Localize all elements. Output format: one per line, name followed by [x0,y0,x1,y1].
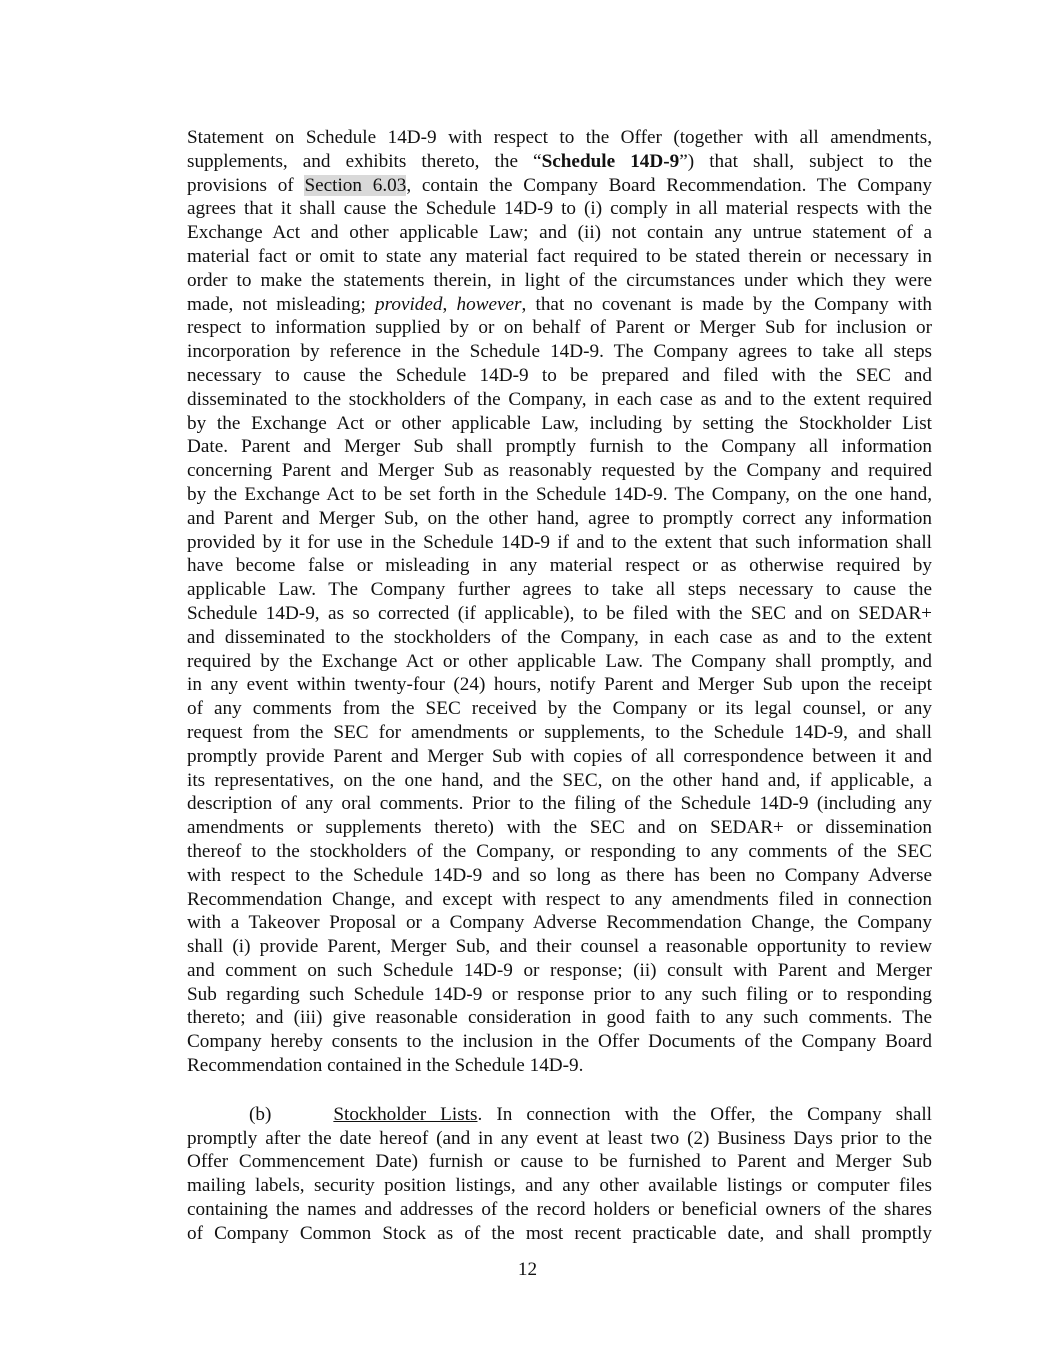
text-run: promptly after the date hereof (and in any event at least two (2) Business Days prior to the [187,1127,932,1149]
text-run: by the Exchange Act or other applicable Law, including by setting the Stockholder List [187,412,932,434]
text-line [187,364,932,388]
text-line [187,531,932,555]
text-run: disseminated to the stockholders of the Company, in each case as and to the extent required [187,388,932,410]
text-line [187,840,932,864]
text-run: Offer Commencement Date) furnish or cause to be furnished to Parent and Merger Sub [187,1151,932,1173]
text-line [187,269,932,293]
text-line [187,150,932,174]
text-run: and comment on such Schedule 14D-9 or response; (ii) consult with Parent and Merger [187,959,932,981]
page-number: 12 [517,1259,538,1280]
text-run: description of any oral comments. Prior to the filing of the Schedule 14D-9 (including any [187,793,932,815]
paragraph-b-first-line [187,1103,932,1127]
text-line [187,293,932,317]
text-run: of Company Common Stock as of the most recent practicable date, and shall promptly [187,1222,932,1244]
text-run: and disseminated to the stockholders of the Company, in each case as and to the extent [187,626,932,648]
text-run: ”) that shall, subject to the [679,150,932,172]
text-line [187,1174,932,1198]
text-run: respect to information supplied by or on behalf of Parent or Merger Sub for inclusion or [187,317,932,339]
text-run: provisions of [187,174,305,196]
text-line [187,792,932,816]
text-line [187,745,932,769]
text-run: , contain the Company Board Recommendation. The Company [406,174,932,196]
text-line [187,721,932,745]
text-run: concerning Parent and Merger Sub as reasonably requested by the Company and required [187,460,932,482]
text-run: order to make the statements therein, in light of the circumstances under which they were [187,269,932,291]
italic-term: however [456,293,522,315]
text-line [187,602,932,626]
text-run: Recommendation Change, and except with respect to any amendments filed in connection [187,888,932,910]
text-run: Exchange Act and other applicable Law; and (ii) not contain any untrue statement of a [187,222,932,244]
text-run: material fact or omit to state any material fact required to be stated therein or necessary in [187,245,932,267]
text-run: Schedule 14D-9, as so corrected (if applicable), to be filed with the SEC and on SEDAR+ [187,602,932,624]
text-line [187,911,932,935]
text-run: agrees that it shall cause the Schedule 14D-9 to (i) comply in all material respects with the [187,198,932,220]
text-line [187,174,932,198]
text-line [187,221,932,245]
text-line [187,1054,932,1078]
text-line [187,554,932,578]
text-run: with respect to the Schedule 14D-9 and so long as there has been no Company Adverse [187,864,932,886]
text-run: required by the Exchange Act or other applicable Law. The Company shall promptly, and [187,650,932,672]
paragraph-spacer [187,1078,932,1103]
text-run: supplements, and exhibits thereto, the “ [187,150,542,172]
text-line [187,983,932,1007]
text-run: amendments or supplements thereto) with the SEC and on SEDAR+ or dissemination [187,817,932,839]
text-run: incorporation by reference in the Schedule 14D-9. The Company agrees to take all steps [187,341,932,363]
text-line [187,126,932,150]
text-line [187,864,932,888]
text-run: containing the names and addresses of the record holders or beneficial owners of the shares [187,1199,932,1221]
text-run: necessary to cause the Schedule 14D-9 to be prepared and filed with the SEC and [187,364,932,386]
text-run: , [442,293,457,315]
text-run: provided by it for use in the Schedule 14D-9 if and to the extent that such information shall [187,531,932,553]
text-run: thereto; and (iii) give reasonable consideration in good faith to any such comments. The [187,1007,932,1029]
text-line [187,1006,932,1030]
text-run: made, not misleading; [187,293,375,315]
text-line [187,673,932,697]
text-run: thereof to the stockholders of the Company, or responding to any comments of the SEC [187,840,932,862]
text-run: have become false or misleading in any material respect or as otherwise required by [187,555,932,577]
text-run: of any comments from the SEC received by the Company or its legal counsel, or any [187,698,932,720]
text-run: mailing labels, security position listings, and any other available listings or computer files [187,1175,932,1197]
text-line [187,388,932,412]
text-run: with a Takeover Proposal or a Company Adverse Recommendation Change, the Company [187,912,932,934]
text-run: Date. Parent and Merger Sub shall promptly furnish to the Company all information [187,436,932,458]
text-line [187,507,932,531]
text-run: shall (i) provide Parent, Merger Sub, and their counsel a reasonable opportunity to review [187,936,932,958]
text-run: Sub regarding such Schedule 14D-9 or response prior to any such filing or to responding [187,983,932,1005]
text-run: by the Exchange Act to be set forth in the Schedule 14D-9. The Company, on the one hand, [187,483,932,505]
text-line [187,1030,932,1054]
italic-term: provided [375,293,443,315]
text-line [187,245,932,269]
text-run: Company hereby consents to the inclusion in the Offer Documents of the Company Board [187,1031,932,1053]
text-line [187,412,932,436]
text-line [187,483,932,507]
text-line [187,578,932,602]
text-line [187,959,932,983]
text-line [187,935,932,959]
text-run: its representatives, on the one hand, and the SEC, on the other hand and, if applicable, a [187,769,932,791]
subsection-marker: (b) [249,1103,272,1125]
document-body [187,126,932,1246]
text-run: promptly provide Parent and Merger Sub with copies of all correspondence between it and [187,745,932,767]
text-line [187,816,932,840]
text-line [187,650,932,674]
text-line [187,316,932,340]
text-run: applicable Law. The Company further agrees to take all steps necessary to cause the [187,579,932,601]
text-line [187,1222,932,1246]
text-line [187,459,932,483]
text-run: request from the SEC for amendments or supplements, to the Schedule 14D-9, and shall [187,721,932,743]
text-line [187,697,932,721]
text-line [187,626,932,650]
text-line [187,435,932,459]
text-run: and Parent and Merger Sub, on the other hand, agree to promptly correct any information [187,507,932,529]
text-line [187,769,932,793]
text-run: . In connection with the Offer, the Company shall [477,1103,932,1125]
text-line [187,888,932,912]
text-run: in any event within twenty-four (24) hours, notify Parent and Merger Sub upon the receipt [187,674,932,696]
text-line [187,1127,932,1151]
text-line [187,1198,932,1222]
text-run: Statement on Schedule 14D-9 with respect to the Offer (together with all amendments, [187,127,932,148]
paragraph-b [187,1103,932,1246]
paragraph-a [187,126,932,1078]
text-run: Recommendation contained in the Schedule 14D-9. [187,1055,584,1077]
text-line [187,340,932,364]
defined-term: Schedule 14D-9 [541,150,680,172]
text-line [187,1150,932,1174]
text-run: , that no covenant is made by the Company with [521,293,932,315]
text-line [187,197,932,221]
section-heading-stockholder-lists: Stockholder Lists [333,1103,478,1125]
cross-reference-link[interactable]: Section 6.03 [304,174,407,196]
